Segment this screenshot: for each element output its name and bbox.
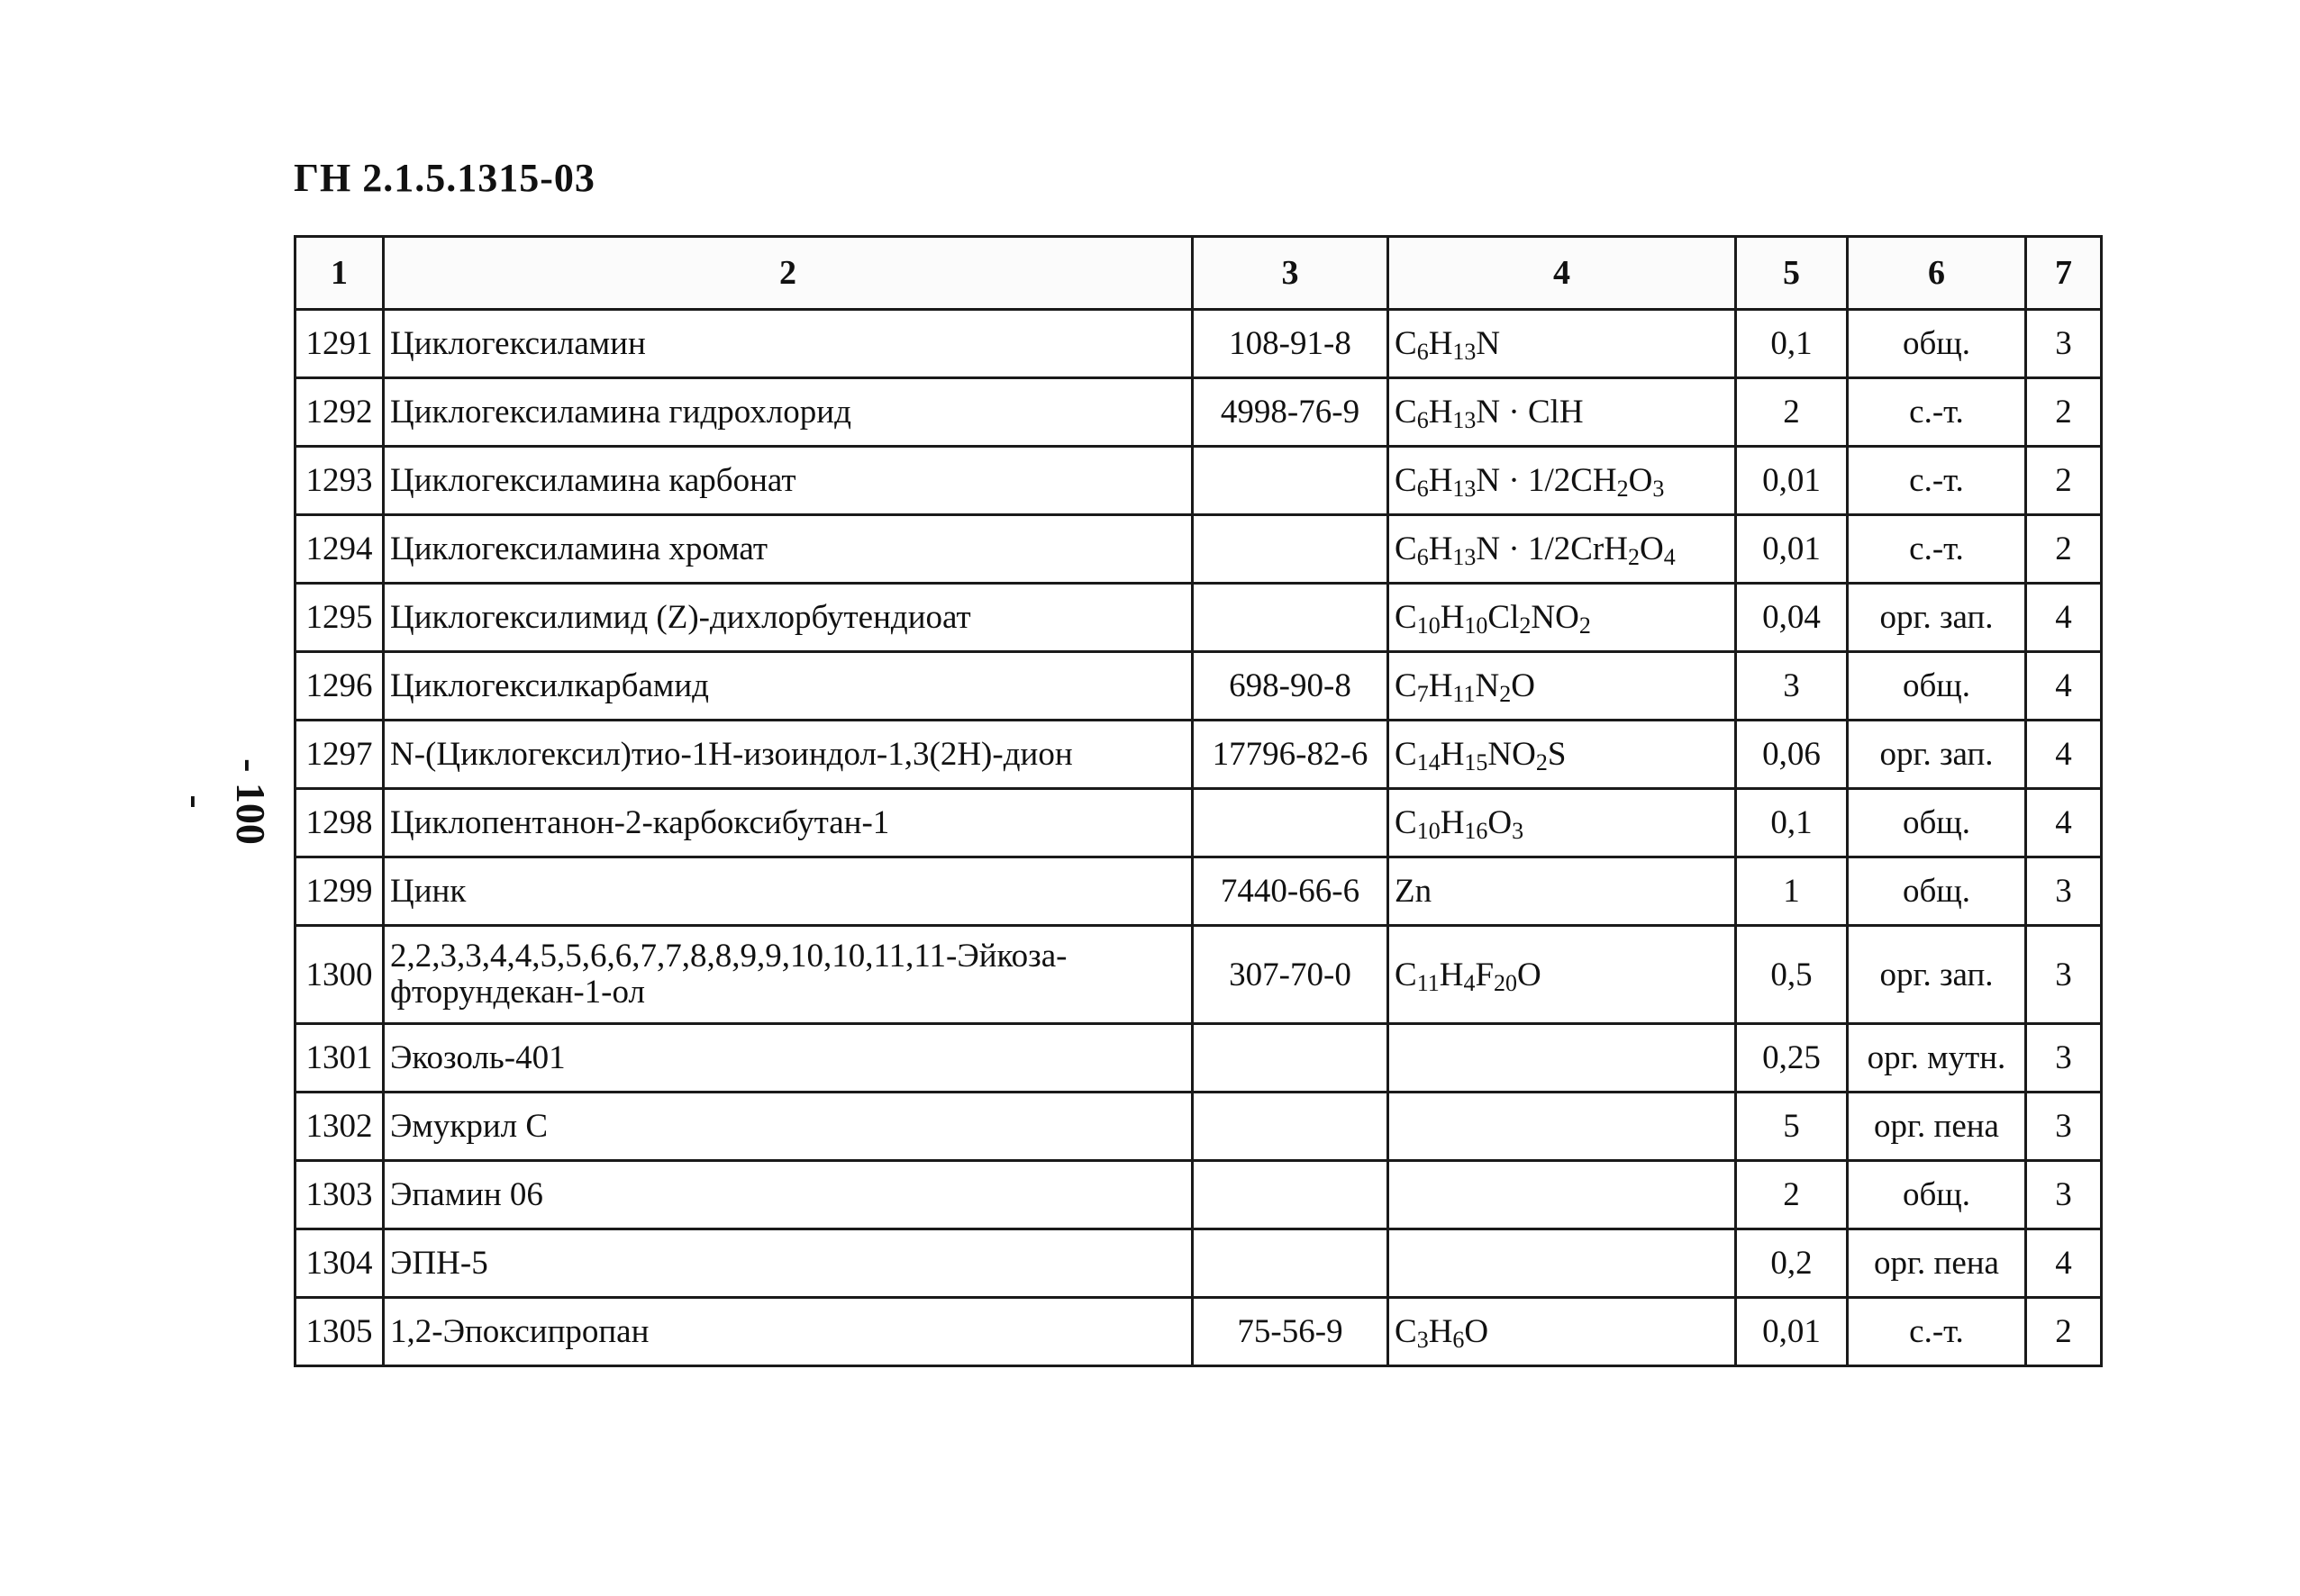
row-number: 1295: [295, 584, 384, 652]
hazard-class: 3: [2026, 310, 2102, 378]
substance-name: [384, 378, 1193, 447]
hazard-sign: с.-т.: [1848, 1298, 2026, 1366]
table-row: [295, 1298, 2102, 1366]
document-header: ГН 2.1.5.1315-03: [294, 156, 595, 200]
row-number: 1293: [295, 447, 384, 515]
formula-part: N · 1/2CH: [1476, 462, 1617, 499]
table-row: [295, 447, 2102, 515]
cas-number: [1193, 1093, 1388, 1161]
formula-part: NO: [1487, 736, 1536, 773]
hazard-sign: общ.: [1848, 1161, 2026, 1229]
substance-name: [384, 1161, 1193, 1229]
cas-number: 7440-66-6: [1193, 857, 1388, 926]
formula-subscript: 6: [1416, 407, 1429, 433]
cas-number: [1193, 789, 1388, 857]
formula-part: H: [1428, 1313, 1453, 1350]
hazard-sign: общ.: [1848, 789, 2026, 857]
limit-value: 0,1: [1736, 789, 1848, 857]
hazard-sign: орг. зап.: [1848, 584, 2026, 652]
table-row: [295, 1093, 2102, 1161]
formula-subscript: 11: [1452, 681, 1476, 707]
formula-subscript: 13: [1452, 544, 1477, 570]
formula-part: S: [1547, 736, 1567, 773]
formula-part: O: [1464, 1313, 1489, 1350]
formula-subscript: 13: [1452, 339, 1477, 365]
substance-name-line: Эпамин 06: [390, 1175, 543, 1213]
column-header: 3: [1193, 237, 1388, 310]
limit-value: 0,01: [1736, 515, 1848, 584]
hazard-sign: с.-т.: [1848, 447, 2026, 515]
table-row: [295, 1161, 2102, 1229]
substance-name: [384, 789, 1193, 857]
chemical-formula: [1388, 789, 1736, 857]
formula-subscript: 7: [1416, 681, 1429, 707]
substance-name: [384, 515, 1193, 584]
formula-subscript: 2: [1535, 749, 1548, 775]
hazard-class: 3: [2026, 1161, 2102, 1229]
row-number: 1304: [295, 1229, 384, 1298]
hazard-class: 4: [2026, 652, 2102, 721]
formula-part: H: [1428, 325, 1453, 362]
formula-subscript: 4: [1663, 544, 1676, 570]
formula-part: C: [1395, 462, 1417, 499]
formula-subscript: 2: [1499, 681, 1512, 707]
formula-subscript: 10: [1416, 818, 1441, 844]
formula-part: O: [1487, 804, 1513, 841]
formula-part: C: [1395, 667, 1417, 704]
formula-part: Zn: [1395, 873, 1432, 910]
hazard-class: 3: [2026, 1093, 2102, 1161]
chemical-formula: [1388, 310, 1736, 378]
chemical-formula: [1388, 721, 1736, 789]
formula-part: N · 1/2CrH: [1476, 530, 1628, 567]
formula-subscript: 13: [1452, 407, 1477, 433]
limit-value: 3: [1736, 652, 1848, 721]
limit-value: 0,01: [1736, 447, 1848, 515]
hazard-sign: общ.: [1848, 310, 2026, 378]
cas-number: 307-70-0: [1193, 926, 1388, 1024]
chemical-formula: [1388, 1093, 1736, 1161]
column-header: 2: [384, 237, 1193, 310]
hazard-class: 2: [2026, 515, 2102, 584]
formula-subscript: 11: [1416, 969, 1440, 996]
formula-subscript: 13: [1452, 476, 1477, 502]
cas-number: [1193, 1024, 1388, 1093]
formula-part: H: [1439, 956, 1464, 993]
column-header: 6: [1848, 237, 2026, 310]
cas-number: 108-91-8: [1193, 310, 1388, 378]
hazard-class: 2: [2026, 1298, 2102, 1366]
substance-name-line: Циклогексиламина гидрохлорид: [390, 393, 851, 431]
formula-subscript: 4: [1463, 969, 1476, 996]
hazard-class: 3: [2026, 1024, 2102, 1093]
formula-part: N · ClH: [1476, 394, 1584, 431]
table-row: [295, 857, 2102, 926]
substance-name-line: Циклогексиламина хромат: [390, 530, 768, 567]
hazard-class: 3: [2026, 926, 2102, 1024]
limit-value: 1: [1736, 857, 1848, 926]
substance-name-line: Циклогексиламина карбонат: [390, 461, 796, 499]
formula-part: C: [1395, 804, 1417, 841]
substance-name: [384, 1229, 1193, 1298]
table-row: [295, 1024, 2102, 1093]
substance-name-line: Эмукрил С: [390, 1107, 549, 1145]
formula-part: H: [1428, 462, 1453, 499]
formula-subscript: 10: [1464, 612, 1488, 639]
cas-number: [1193, 1229, 1388, 1298]
hazard-class: 2: [2026, 447, 2102, 515]
row-number: 1302: [295, 1093, 384, 1161]
formula-part: H: [1428, 394, 1453, 431]
formula-subscript: 6: [1416, 339, 1429, 365]
formula-part: H: [1428, 530, 1453, 567]
formula-subscript: 2: [1519, 612, 1532, 639]
cas-number: [1193, 447, 1388, 515]
formula-part: C: [1395, 956, 1417, 993]
limit-value: 0,2: [1736, 1229, 1848, 1298]
formula-part: O: [1517, 956, 1541, 993]
column-header: 4: [1388, 237, 1736, 310]
cas-number: 75-56-9: [1193, 1298, 1388, 1366]
limit-value: 0,5: [1736, 926, 1848, 1024]
hazard-sign: орг. зап.: [1848, 926, 2026, 1024]
column-header: 5: [1736, 237, 1848, 310]
formula-part: O: [1628, 462, 1653, 499]
chemical-formula: [1388, 1229, 1736, 1298]
hazard-class: 3: [2026, 857, 2102, 926]
formula-part: C: [1395, 1313, 1417, 1350]
substance-name-line: Циклогексилимид (Z)-дихлорбутендиоат: [390, 598, 971, 636]
substance-name-line: фторундекан-1-ол: [390, 974, 645, 1011]
formula-subscript: 2: [1627, 544, 1640, 570]
table-row: [295, 789, 2102, 857]
limit-value: 2: [1736, 1161, 1848, 1229]
substance-name: [384, 652, 1193, 721]
table-row: [295, 378, 2102, 447]
substance-name: [384, 447, 1193, 515]
table-row: [295, 1229, 2102, 1298]
limit-value: 5: [1736, 1093, 1848, 1161]
formula-part: H: [1440, 736, 1465, 773]
limit-value: 0,01: [1736, 1298, 1848, 1366]
substance-name: [384, 584, 1193, 652]
page-number: - 100 -: [174, 758, 274, 845]
row-number: 1299: [295, 857, 384, 926]
limit-value: 0,06: [1736, 721, 1848, 789]
substance-name-line: Экозоль-401: [390, 1038, 566, 1076]
hazard-class: 4: [2026, 1229, 2102, 1298]
formula-part: F: [1475, 956, 1495, 993]
hazard-sign: общ.: [1848, 857, 2026, 926]
formula-subscript: 15: [1464, 749, 1488, 775]
cas-number: [1193, 584, 1388, 652]
formula-subscript: 6: [1416, 544, 1429, 570]
row-number: 1301: [295, 1024, 384, 1093]
substance-name-line: ЭПН-5: [390, 1244, 488, 1282]
formula-part: NO: [1531, 599, 1579, 636]
hazard-sign: с.-т.: [1848, 515, 2026, 584]
substance-name-line: 1,2-Эпоксипропан: [390, 1312, 650, 1350]
row-number: 1303: [295, 1161, 384, 1229]
table-row: [295, 310, 2102, 378]
hazard-sign: общ.: [1848, 652, 2026, 721]
hazard-sign: с.-т.: [1848, 378, 2026, 447]
column-header: 7: [2026, 237, 2102, 310]
cas-number: [1193, 1161, 1388, 1229]
hazard-class: 4: [2026, 584, 2102, 652]
row-number: 1305: [295, 1298, 384, 1366]
hazard-class: 4: [2026, 721, 2102, 789]
substances-table: [294, 235, 2103, 1367]
substance-name-line: Циклогексилкарбамид: [390, 667, 709, 704]
row-number: 1297: [295, 721, 384, 789]
formula-subscript: 14: [1416, 749, 1441, 775]
substance-name-line: Цинк: [390, 872, 467, 910]
chemical-formula: [1388, 857, 1736, 926]
formula-part: Cl: [1487, 599, 1520, 636]
substance-name: [384, 1024, 1193, 1093]
table-body: [295, 310, 2102, 1366]
formula-part: C: [1395, 599, 1417, 636]
substance-name-line: Циклопентанон-2-карбоксибутан-1: [390, 803, 890, 841]
limit-value: 0,1: [1736, 310, 1848, 378]
cas-number: 4998-76-9: [1193, 378, 1388, 447]
formula-subscript: 3: [1652, 476, 1665, 502]
formula-part: N: [1476, 325, 1501, 362]
hazard-sign: орг. пена: [1848, 1093, 2026, 1161]
table-row: [295, 584, 2102, 652]
substance-name-line: Циклогексиламин: [390, 324, 646, 362]
formula-part: N: [1475, 667, 1500, 704]
limit-value: 0,04: [1736, 584, 1848, 652]
chemical-formula: [1388, 926, 1736, 1024]
chemical-formula: [1388, 1161, 1736, 1229]
formula-subscript: 2: [1616, 476, 1629, 502]
formula-part: O: [1511, 667, 1535, 704]
row-number: 1296: [295, 652, 384, 721]
hazard-class: 2: [2026, 378, 2102, 447]
cas-number: 17796-82-6: [1193, 721, 1388, 789]
chemical-formula: [1388, 515, 1736, 584]
hazard-sign: орг. мутн.: [1848, 1024, 2026, 1093]
hazard-class: 4: [2026, 789, 2102, 857]
row-number: 1292: [295, 378, 384, 447]
formula-subscript: 10: [1416, 612, 1441, 639]
hazard-sign: орг. зап.: [1848, 721, 2026, 789]
row-number: 1298: [295, 789, 384, 857]
row-number: 1291: [295, 310, 384, 378]
hazard-sign: орг. пена: [1848, 1229, 2026, 1298]
formula-part: C: [1395, 394, 1417, 431]
substance-name-line: 2,2,3,3,4,4,5,5,6,6,7,7,8,8,9,9,10,10,11,11-Эйкоза-: [390, 938, 1068, 975]
table-row: [295, 652, 2102, 721]
formula-subscript: 20: [1494, 969, 1518, 996]
table-row: [295, 721, 2102, 789]
formula-part: H: [1440, 804, 1465, 841]
formula-subscript: 6: [1452, 1327, 1465, 1353]
formula-subscript: 2: [1578, 612, 1591, 639]
chemical-formula: [1388, 652, 1736, 721]
formula-subscript: 3: [1512, 818, 1524, 844]
substance-name: [384, 1093, 1193, 1161]
formula-subscript: 6: [1416, 476, 1429, 502]
limit-value: 2: [1736, 378, 1848, 447]
chemical-formula: [1388, 1024, 1736, 1093]
row-number: 1300: [295, 926, 384, 1024]
formula-subscript: 16: [1464, 818, 1488, 844]
substance-name: [384, 721, 1193, 789]
formula-part: C: [1395, 325, 1417, 362]
limit-value: 0,25: [1736, 1024, 1848, 1093]
formula-subscript: 3: [1416, 1327, 1429, 1353]
substance-name: [384, 1298, 1193, 1366]
header-row: [295, 237, 2102, 310]
substance-name-line: N-(Циклогексил)тио-1H-изоиндол-1,3(2H)-дион: [390, 735, 1073, 773]
cas-number: [1193, 515, 1388, 584]
formula-part: C: [1395, 530, 1417, 567]
table-row: [295, 515, 2102, 584]
row-number: 1294: [295, 515, 384, 584]
formula-part: H: [1440, 599, 1465, 636]
table-row: [295, 926, 2102, 1024]
chemical-formula: [1388, 1298, 1736, 1366]
cas-number: 698-90-8: [1193, 652, 1388, 721]
chemical-formula: [1388, 584, 1736, 652]
formula-part: O: [1639, 530, 1664, 567]
substance-name: [384, 857, 1193, 926]
chemical-formula: [1388, 378, 1736, 447]
substance-name: [384, 310, 1193, 378]
formula-part: C: [1395, 736, 1417, 773]
formula-part: H: [1428, 667, 1453, 704]
substance-name: [384, 926, 1193, 1024]
chemical-formula: [1388, 447, 1736, 515]
column-header: 1: [295, 237, 384, 310]
